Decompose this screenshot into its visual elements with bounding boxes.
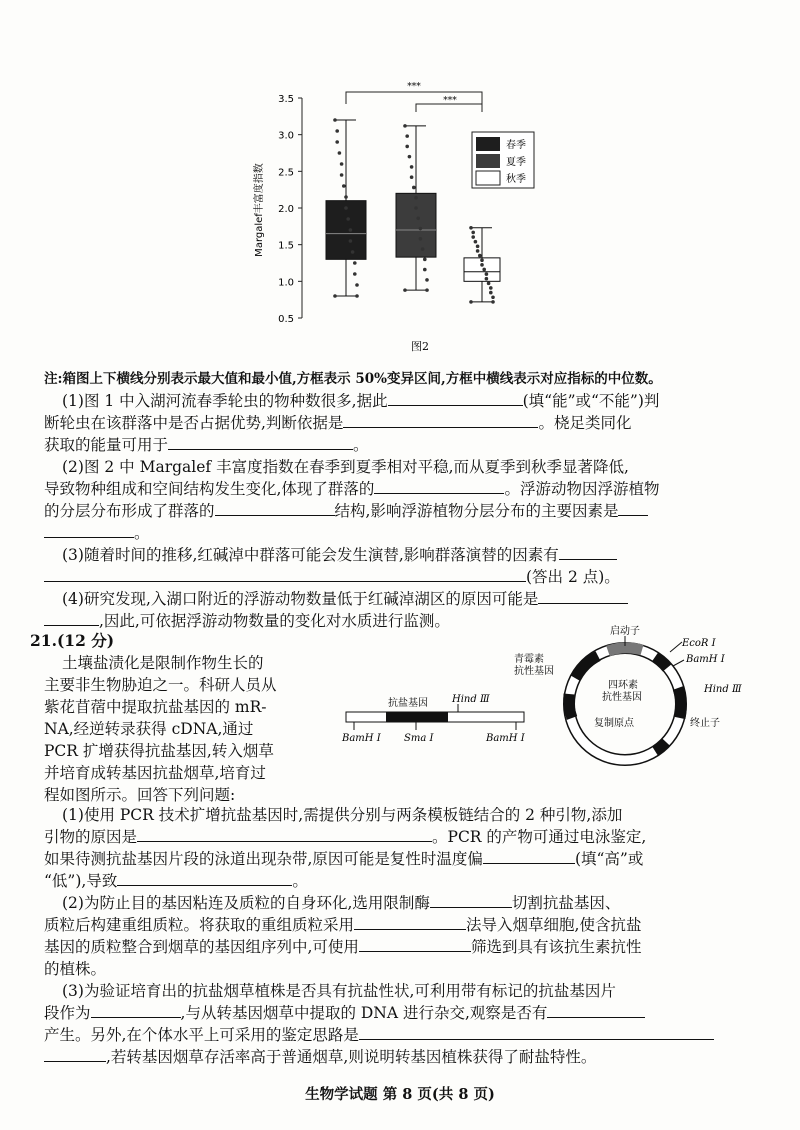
svg-text:EcoR Ⅰ: EcoR Ⅰ — [682, 638, 716, 649]
q21-1-line3: 如果待测抗盐基因片段的泳道出现杂带,原因可能是复性时温度偏 (填“高”或 — [44, 850, 644, 868]
blank[interactable] — [359, 936, 471, 952]
chart-legend — [472, 132, 534, 188]
blank[interactable] — [618, 500, 648, 516]
figure-note: 注:箱图上下横线分别表示最大值和最小值,方框表示 50%变异区间,方框中横线表示对应指标的中位数。 — [44, 371, 662, 387]
promoter-segment — [608, 648, 642, 651]
data-point — [423, 268, 427, 272]
data-point — [425, 278, 429, 282]
svg-text:***: *** — [407, 82, 421, 92]
data-point — [471, 231, 475, 235]
svg-text:青霉素: 青霉素 — [514, 654, 544, 665]
y-tick-label: 2.0 — [278, 204, 294, 215]
blank[interactable] — [388, 390, 523, 406]
plasmid-diagram — [510, 622, 760, 772]
q21-1-line1: (1)使用 PCR 技术扩增抗盐基因时,需提供分别与两条模板链结合的 2 种引物,添加 — [62, 806, 623, 824]
svg-text:终止子: 终止子 — [690, 718, 720, 729]
svg-text:Hind Ⅲ: Hind Ⅲ — [452, 694, 490, 705]
data-point — [491, 300, 495, 304]
data-point — [491, 295, 495, 299]
figure-caption: 图2 — [411, 340, 429, 353]
q20-4-line1: (4)研究发现,入湖口附近的浮游动物数量低于红碱淖湖区的原因可能是 — [62, 588, 628, 610]
q21-2-line2: 质粒后构建重组质粒。将获取的重组质粒采用 法导入烟草细胞,使含抗盐 — [44, 916, 642, 934]
data-point — [346, 217, 350, 221]
q20-2-line3: 的分层分布形成了群落的 结构,影响浮游植物分层分布的主要因素是 — [44, 500, 648, 522]
q20-2-line2: 导致物种组成和空间结构发生变化,体现了群落的 。浮游动物因浮游植物 — [44, 480, 660, 498]
q20-3-line2: (答出 2 点)。 — [44, 566, 620, 588]
origin-segment — [569, 694, 572, 718]
blank[interactable] — [44, 522, 134, 538]
blank[interactable] — [374, 478, 504, 494]
data-point — [480, 263, 484, 267]
q21-1-line2: 引物的原因是 。PCR 的产物可通过电泳鉴定, — [44, 828, 647, 846]
q20-2-line4: 。 — [44, 522, 150, 544]
y-tick-label: 3.5 — [278, 94, 294, 105]
q21-3-line3: 产生。另外,在个体水平上可采用的鉴定思路是 — [44, 1024, 714, 1046]
data-point — [333, 294, 337, 298]
svg-text:BamH Ⅰ: BamH Ⅰ — [686, 654, 725, 665]
blank[interactable] — [91, 1002, 181, 1018]
data-point — [423, 258, 427, 262]
blank[interactable] — [538, 588, 628, 604]
svg-text:Sma Ⅰ: Sma Ⅰ — [404, 733, 434, 744]
data-point — [471, 235, 475, 239]
blank[interactable] — [354, 914, 466, 930]
legend-spring: 春季 — [506, 140, 526, 151]
svg-text:四环素: 四环素 — [608, 680, 638, 691]
data-point — [480, 258, 484, 262]
legend-autumn: 秋季 — [506, 174, 526, 185]
blank[interactable] — [215, 500, 335, 516]
gene-segment — [386, 712, 448, 722]
blank[interactable] — [44, 610, 99, 626]
y-tick-label: 1.5 — [278, 240, 294, 252]
data-point — [403, 288, 407, 292]
q21-3-line4: ,若转基因烟草存活率高于普通烟草,则说明转基因植株获得了耐盐特性。 — [44, 1046, 596, 1068]
significance-bracket-summer-autumn — [416, 96, 482, 112]
data-point — [349, 239, 353, 243]
blank[interactable] — [559, 544, 617, 560]
data-point — [340, 173, 344, 177]
data-point — [476, 249, 480, 253]
data-point — [414, 206, 418, 210]
y-tick-label: 0.5 — [278, 314, 294, 325]
box-夏季 — [396, 124, 436, 292]
blank[interactable] — [359, 1024, 714, 1040]
data-point — [489, 291, 493, 295]
iqr-box — [396, 193, 436, 257]
data-point — [338, 151, 342, 155]
data-point — [482, 268, 486, 272]
data-point — [344, 206, 348, 210]
q21-2-line4: 的植株。 — [44, 960, 107, 978]
data-point — [335, 140, 339, 144]
q21-3-line2: 段作为 ,与从转基因烟草中提取的 DNA 进行杂交,观察是否有 — [44, 1002, 645, 1024]
data-point — [353, 272, 357, 276]
data-point — [355, 283, 359, 287]
q20-1-line2: 断轮虫在该群落中是否占据优势,判断依据是 。桡足类同化 — [44, 414, 632, 432]
q21-2-line3: 基因的质粒整合到烟草的基因组序列中,可使用 筛选到具有该抗生素抗性 — [44, 938, 642, 956]
blank[interactable] — [343, 412, 538, 428]
data-point — [353, 261, 357, 265]
y-tick-label: 3.0 — [278, 130, 294, 142]
legend-summer: 夏季 — [506, 157, 526, 168]
data-point — [410, 175, 414, 179]
q21-1-line4: “低”),导致 。 — [44, 872, 308, 890]
data-point — [416, 216, 420, 220]
data-point — [351, 250, 355, 254]
blank[interactable] — [430, 892, 512, 908]
q20-1-line1: (1)图 1 中入湖河流春季轮虫的物种数很多,据此 (填“能”或“不能”)判 — [62, 392, 660, 410]
data-point — [425, 288, 429, 292]
data-point — [342, 184, 346, 188]
page-footer: 生物学试题 第 8 页(共 8 页) — [305, 1086, 495, 1103]
data-point — [487, 282, 491, 286]
svg-text:BamH Ⅰ: BamH Ⅰ — [342, 733, 381, 744]
data-point — [405, 134, 409, 138]
blank[interactable] — [547, 1002, 645, 1018]
q20-1-line3: 获取的能量可用于 。 — [44, 436, 369, 454]
blank[interactable] — [44, 1046, 106, 1062]
data-point — [485, 277, 489, 281]
blank[interactable] — [168, 434, 353, 450]
figure-2-boxplot — [250, 80, 540, 360]
data-point — [405, 145, 409, 149]
penicillin-resistance-segment — [575, 656, 598, 678]
data-point — [419, 237, 423, 241]
box-秋季 — [464, 226, 500, 304]
q20-2-line1: (2)图 2 中 Margalef 丰富度指数在春季到夏季相对平稳,而从夏季到秋季显著降低, — [62, 458, 629, 476]
data-point — [344, 195, 348, 199]
svg-text:复制原点: 复制原点 — [594, 718, 634, 729]
q20-3-line1: (3)随着时间的推移,红碱淖中群落可能会发生演替,影响群落演替的因素有 — [62, 544, 617, 566]
significance-bracket-spring-autumn — [346, 82, 482, 104]
y-axis-label: Margalef丰富度指数 — [254, 163, 265, 257]
data-point — [335, 129, 339, 133]
svg-text:Hind Ⅲ: Hind Ⅲ — [704, 684, 742, 695]
q20-4-line2: ,因此,可依据浮游动物数量的变化对水质进行监测。 — [44, 610, 450, 632]
data-point — [419, 227, 423, 231]
data-point — [469, 300, 473, 304]
box-春季 — [326, 118, 366, 298]
data-point — [410, 165, 414, 169]
y-tick-label: 2.5 — [278, 167, 294, 179]
blank[interactable] — [137, 826, 432, 842]
y-tick-label: 1.0 — [278, 277, 294, 289]
blank[interactable] — [117, 870, 292, 886]
data-point — [476, 245, 480, 249]
data-point — [485, 272, 489, 276]
data-point — [403, 124, 407, 128]
svg-text:抗性基因: 抗性基因 — [602, 692, 642, 703]
svg-text:抗性基因: 抗性基因 — [514, 666, 554, 677]
gene-fragment-diagram — [340, 692, 532, 752]
data-point — [474, 240, 478, 244]
svg-text:***: *** — [443, 96, 457, 106]
y-axis-ticks — [278, 94, 302, 325]
data-point — [469, 226, 473, 230]
q21-2-line1: (2)为防止目的基因粘连及质粒的自身环化,选用限制酶 切割抗盐基因、 — [62, 894, 621, 912]
data-point — [478, 254, 482, 258]
data-point — [355, 294, 359, 298]
svg-text:启动子: 启动子 — [610, 626, 640, 637]
q21-3-line1: (3)为验证培育出的抗盐烟草植株是否具有抗盐性状,可利用带有标记的抗盐基因片 — [62, 982, 616, 1000]
blank[interactable] — [483, 848, 575, 864]
q21-header: 21.(12 分) — [30, 631, 115, 650]
svg-text:BamH Ⅰ: BamH Ⅰ — [486, 733, 525, 744]
data-point — [421, 247, 425, 251]
terminator-segment — [655, 742, 666, 751]
data-point — [414, 196, 418, 200]
data-point — [349, 228, 353, 232]
q21-intro: 土壤盐渍化是限制作物生长的 主要非生物胁迫之一。科研人员从 紫花苜蓿中提取抗盐基因的 mR- NA,经逆转录获得 cDNA,通过 PCR 扩增获得抗盐基因,转入烟草 并培育成转基因抗盐烟草,培育过 程如图所示。回答下列问题: — [44, 654, 277, 804]
data-point — [489, 286, 493, 290]
svg-text:抗盐基因: 抗盐基因 — [388, 698, 428, 709]
tetracycline-resistance-segment — [678, 688, 681, 718]
data-point — [408, 155, 412, 159]
blank[interactable] — [44, 566, 526, 582]
data-point — [412, 186, 416, 190]
data-point — [333, 118, 337, 122]
data-point — [340, 162, 344, 166]
